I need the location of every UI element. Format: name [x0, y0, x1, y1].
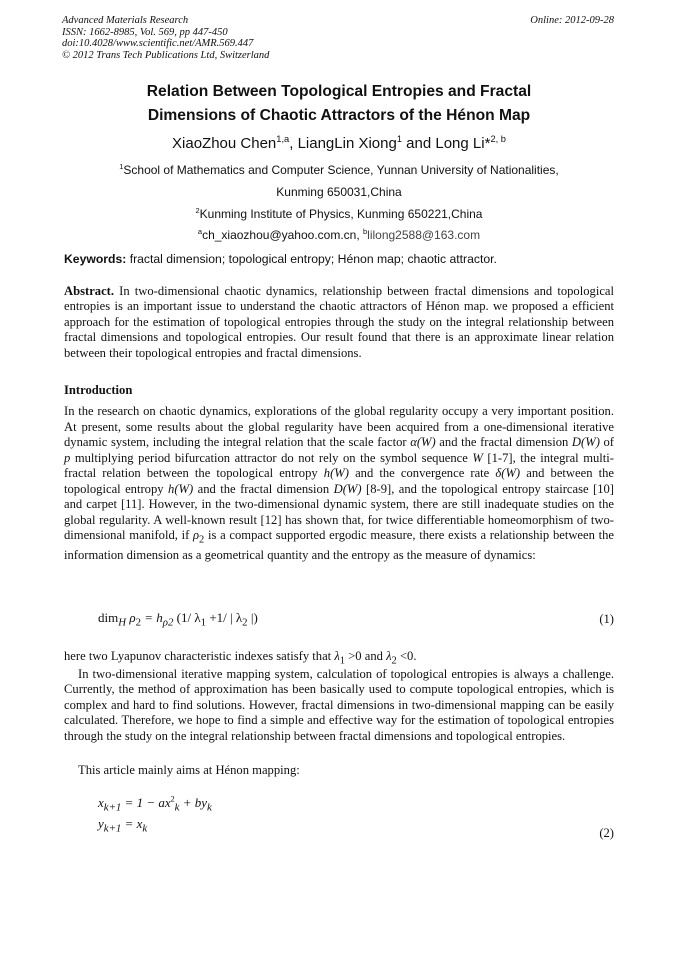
eq-subscript: 1: [200, 616, 207, 629]
text-run: here two Lyapunov characteristic indexes satisfy that: [64, 649, 335, 663]
email-b: lilong2588@163.com: [367, 228, 481, 242]
text-run: and between the topological entropy: [64, 466, 614, 496]
text-run: multiplying period bifurcation attractor do not rely on the symbol sequence: [70, 450, 473, 465]
math-symbol: D(W): [333, 481, 362, 496]
affiliation-1-line-1: School of Mathematics and Computer Science, Yunnan University of Nationalities,: [123, 163, 559, 177]
author-3-sup: 2, b: [490, 134, 506, 144]
affiliation-1: [0, 163, 678, 177]
math-subscript: 2: [199, 534, 205, 546]
math-symbol: δ(W): [495, 466, 521, 481]
equation-1-number: (1): [599, 612, 614, 626]
section-heading-introduction: Introduction: [64, 383, 133, 397]
intro-paragraph-2: [64, 649, 614, 669]
equation-2-line-1: [98, 795, 212, 814]
keywords: [64, 252, 497, 266]
text-run: and the fractal dimension: [193, 481, 334, 496]
affiliation-2: [0, 207, 678, 221]
math-symbol: D(W): [571, 435, 600, 450]
text-run: [8-9], and the topological entropy staircase [10] and carpet [11]. However, in the two-dimensional dynamic system, there are still inadequate studies on the global regularity. A well-known result [12] has shown that, for twice differentiable homeomorphism of two-dimensional manifold, if: [64, 481, 614, 543]
text-run: of: [599, 435, 614, 450]
text-run: is a compact supported ergodic measure, there exists a relationship between the information dimension as a geometrical quantity and the entropy as the measure of dynamics:: [64, 528, 614, 563]
author-1-sup: 1,a: [276, 134, 290, 144]
email-a: ch_xiaozhou@yahoo.com.cn,: [202, 228, 364, 242]
intro-paragraph-3: In two-dimensional iterative mapping system, calculation of topological entropies is always a challenge. Currently, the method of approximation has been basically used to compute topological entropies, which is complex and hard to find solutions. However, fractal dimensions in two-dimensional mapping can be easily calculated. Therefore, we hope to find a simple and effective way for the estimation of topological entropies through the study on the integral relationship between fractal dimensions and topological entropies.: [64, 667, 614, 743]
author-separator: ,: [289, 135, 298, 152]
math-symbol: h(W): [323, 466, 349, 481]
abstract: [64, 284, 614, 361]
eq-text: = x: [121, 816, 143, 831]
eq-text: +1/ | λ: [206, 610, 243, 625]
eq-subscript: 2: [135, 616, 141, 629]
author-2-sup: 1: [396, 134, 402, 144]
intro-paragraph-1: [64, 404, 614, 564]
text-run: and the fractal dimension: [435, 435, 572, 450]
eq-subscript: k+1: [103, 822, 122, 835]
math-symbol: ρ: [193, 528, 200, 543]
eq-subscript: ρ2: [162, 616, 174, 629]
issn: ISSN: 1662-8985, Vol. 569, pp 447-450: [62, 26, 228, 38]
eq-subscript: H: [118, 616, 127, 629]
eq-superscript: 2: [170, 794, 175, 804]
eq-text: x: [98, 795, 104, 810]
abstract-label: Abstract.: [64, 284, 115, 298]
eq-text: ρ: [126, 610, 136, 625]
eq-text: = 1 − ax: [121, 795, 171, 810]
eq-subscript: k: [174, 801, 180, 814]
copyright: © 2012 Trans Tech Publications Ltd, Switzerland: [62, 49, 270, 61]
emails: [0, 228, 678, 242]
author-separator: and: [402, 135, 436, 152]
eq-text: = h: [140, 610, 163, 625]
journal-name: Advanced Materials Research: [62, 15, 189, 26]
author-2: LiangLin Xiong: [297, 135, 397, 152]
text-run: >0 and: [345, 649, 387, 663]
text-run: In the research on chaotic dynamics, explorations of the global regularity occupy a very important position. At present, some results about the global regularity have been acquired from a one-dimensional iterative dynamic system, including the integral relation that the scale factor: [64, 404, 614, 450]
email-a-sup: a: [197, 227, 203, 236]
math-symbol: W: [472, 450, 483, 465]
author-3: Long Li*: [435, 135, 491, 152]
math-symbol: p: [64, 450, 71, 465]
eq-subscript: k: [207, 801, 212, 814]
affiliation-2-text: Kunming Institute of Physics, Kunming 650221,China: [199, 207, 483, 221]
math-subscript: 2: [391, 655, 397, 667]
affiliation-2-sup: 2: [195, 206, 200, 215]
affiliation-1-line-2: Kunming 650031,China: [276, 185, 402, 199]
equation-2-number: (2): [599, 826, 614, 840]
eq-text: |): [247, 610, 258, 625]
email-b-sup: b: [363, 227, 368, 236]
eq-text: (1/ λ: [173, 610, 201, 625]
equation-2-line-2: [98, 816, 147, 835]
text-run: [1-7], the integral multi-fractal relation between the topological entropy: [64, 450, 614, 481]
text-run: <0.: [396, 649, 417, 663]
eq-text: y: [98, 816, 104, 831]
abstract-text: In two-dimensional chaotic dynamics, relationship between fractal dimensions and topological entropies is an important issue to understand the chaotic attractors of Hénon map. we proposed a efficient approach for the estimation of topological entropies through the study on the integral relationship between fractal dimensions and topological entropies. Our result found that there is an approximate linear relation between their topological entropies and fractal dimensions.: [64, 284, 614, 360]
title-line-1: Relation Between Topological Entropies and Fractal: [146, 83, 532, 100]
keywords-text: fractal dimension; topological entropy; Hénon map; chaotic attractor.: [126, 252, 497, 266]
equation-1: [98, 610, 258, 629]
eq-subscript: k+1: [103, 801, 122, 814]
math-symbol: λ: [386, 649, 392, 663]
eq-subscript: 2: [242, 616, 248, 629]
doi: doi:10.4028/www.scientific.net/AMR.569.447: [62, 38, 254, 50]
text-run: and the convergence rate: [348, 466, 496, 481]
affiliation-1-sup: 1: [119, 162, 124, 171]
journal-meta: [62, 15, 269, 61]
math-symbol: α(W): [410, 435, 436, 450]
paper-title: [0, 80, 678, 128]
eq-text: dim: [98, 610, 119, 625]
author-list: [0, 135, 678, 152]
keywords-label: Keywords:: [64, 252, 127, 266]
title-line-2: Dimensions of Chaotic Attractors of the Hénon Map: [147, 107, 531, 124]
math-subscript: 1: [339, 655, 346, 667]
intro-paragraph-4: This article mainly aims at Hénon mapping:: [78, 763, 300, 777]
online-date: Online: 2012-09-28: [530, 15, 614, 26]
eq-text: + by: [179, 795, 208, 810]
math-symbol: λ: [334, 649, 340, 663]
eq-subscript: k: [142, 822, 148, 835]
author-1: XiaoZhou Chen: [172, 135, 277, 152]
math-symbol: h(W): [168, 481, 194, 496]
